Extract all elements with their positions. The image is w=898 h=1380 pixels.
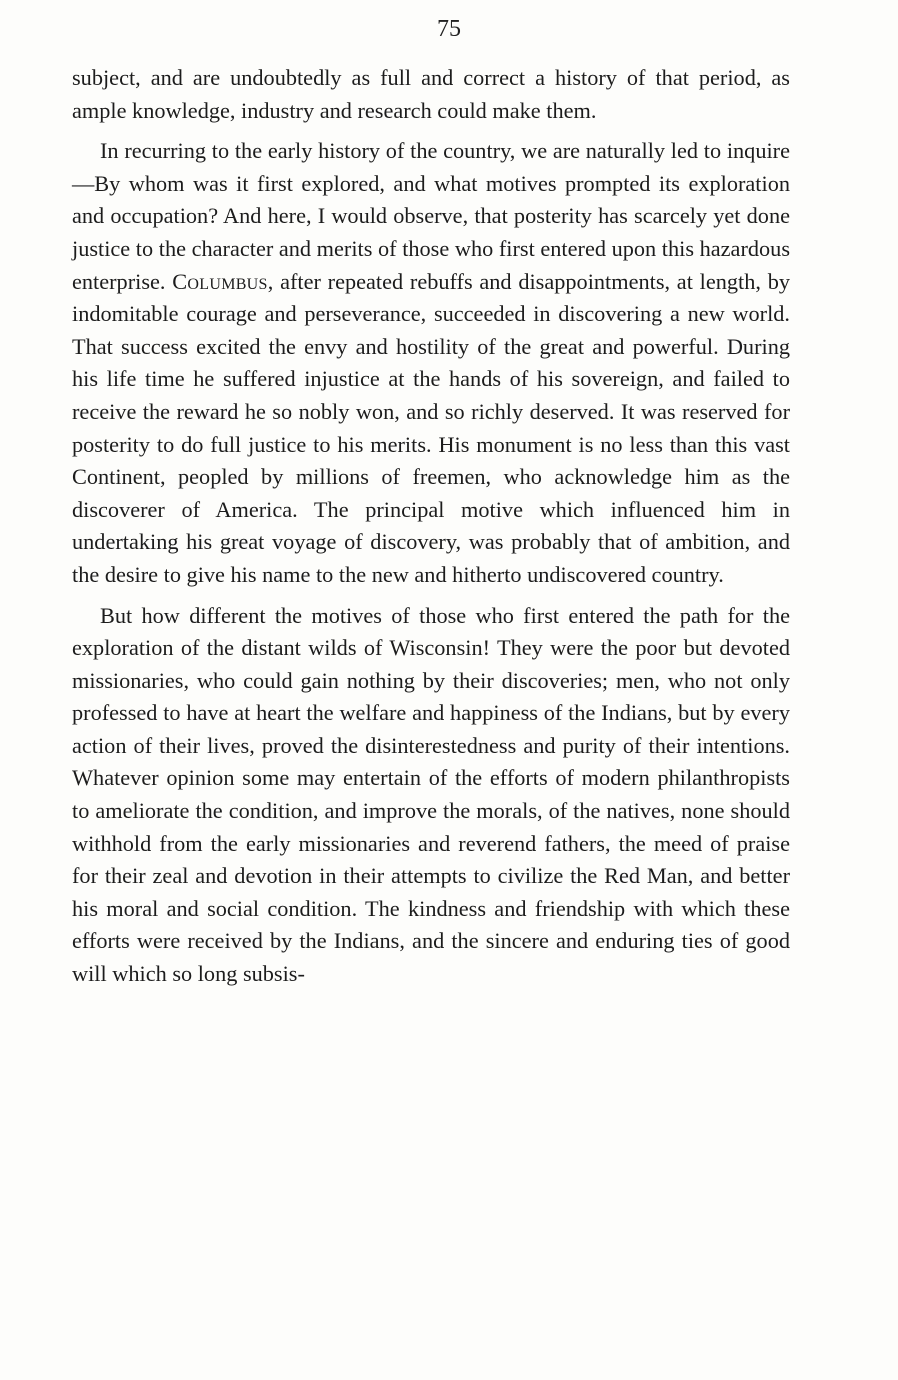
paragraph-text: , after repeated rebuffs and disappointments, at length, by indomitable courage and perseverance, succeeded in discovering a new world. That success excited the envy and hostility of the great and powerful. During his life time he suffered injustice at the hands of his sovereign, and failed to receive the reward he so nobly won, and so richly deserved. It was reserved for posterity to do full justice to his merits. His monument is no less than this vast Continent, peopled by millions of freemen, who acknowledge him as the discoverer of America. The principal motive which influenced him in undertaking his great voyage of discovery, was probably that of ambition, and the desire to give his name to the new and hitherto undiscovered country. (72, 268, 790, 587)
paragraph-continuation (72, 62, 790, 127)
body-text (72, 62, 790, 999)
paragraph-text: But how different the motives of those who first entered the path for the exploration of the distant wilds of Wisconsin! They were the poor but devoted missionaries, who could gain nothing by their discoveries; men, who not only professed to have at heart the welfare and happiness of the Indians, but by every action of their lives, proved the disinterestedness and purity of their intentions. Whatever opinion some may entertain of the efforts of modern philanthropists to ameliorate the condition, and improve the morals, of the natives, none should withhold from the early missionaries and reverend fathers, the meed of praise for their zeal and devotion in their attempts to civilize the Red Man, and better his moral and social condition. The kindness and friendship with which these efforts were received by the Indians, and the sincere and enduring ties of good will which so long subsis- (72, 602, 790, 987)
paragraph-missionaries (72, 600, 790, 991)
paragraph-columbus (72, 135, 790, 591)
paragraph-text: In recurring to the early history of the country, we are naturally led to inquire—By whom was it first explored, and what motives prompted its exploration and occupation? And here, I would observe, that posterity has scarcely yet done justice to the character and merits of those who first entered upon this hazardous enterprise. (72, 138, 790, 294)
page-number: 75 (437, 16, 461, 42)
proper-name-columbus: Columbus (172, 268, 268, 294)
paragraph-text: subject, and are undoubtedly as full and correct a history of that period, as ample knowledge, industry and research could make them. (72, 65, 790, 123)
